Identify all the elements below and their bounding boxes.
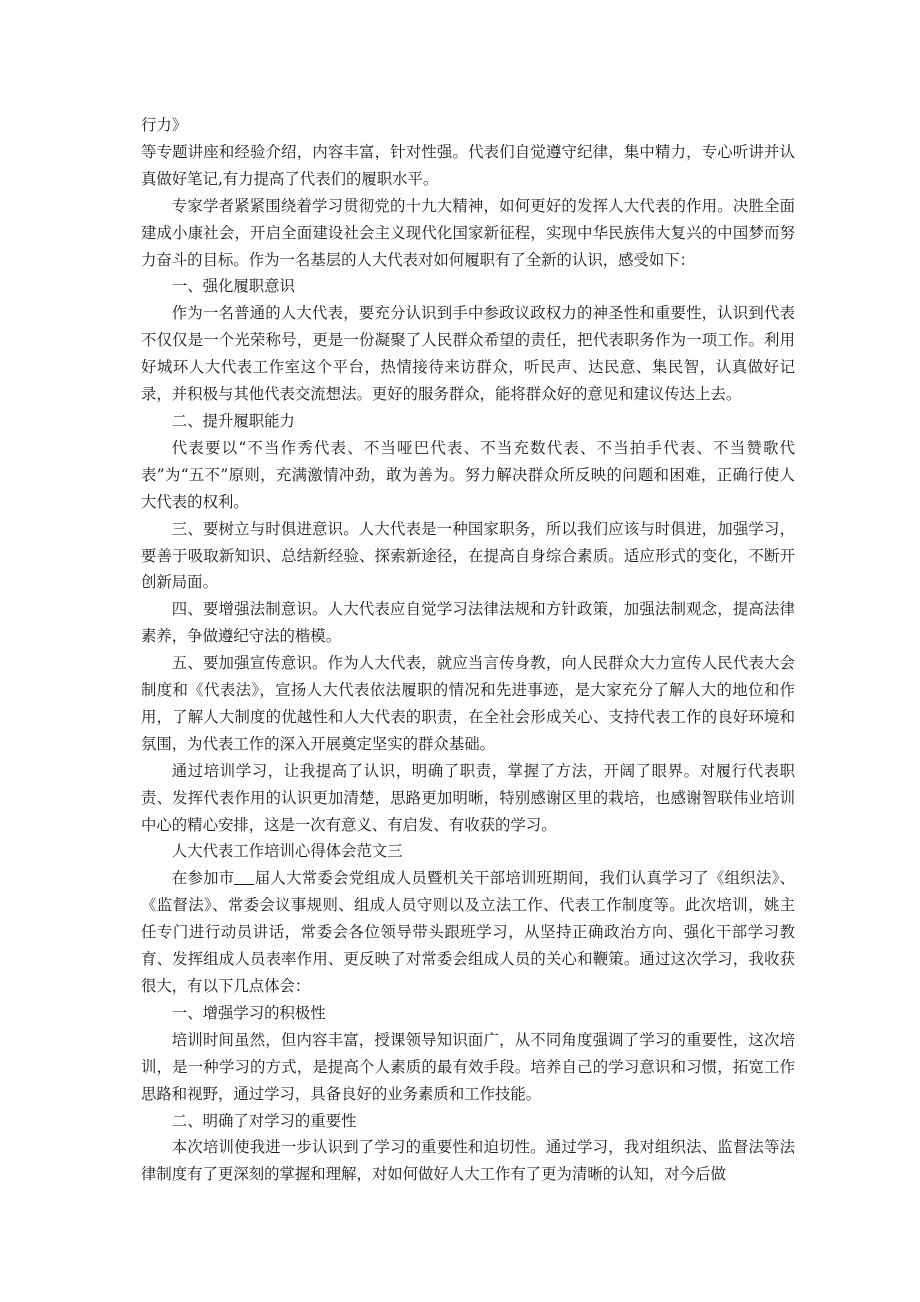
heading-improve-ability: 二、提升履职能力	[171, 411, 295, 430]
heading-importance-of-learning: 二、明确了对学习的重要性	[171, 1111, 357, 1130]
paragraph-publicity-awareness: 五、要加强宣传意识。作为人大代表，就应当言传身教，向人民群众大力宣传人民代表大会制度和《代表法》，宣扬人大代表依法履职的情况和先进事迹，是大家充分了解人大的地位和作用，了解人大制度的优越性和人大代表的职责，在全社会形成关心、支持代表工作的良好环境和氛围，为代表工作的深入开展奠定坚实的群众基础。	[141, 654, 795, 753]
document-body	[141, 112, 795, 1188]
paragraph-further-understanding: 本次培训使我进一步认识到了学习的重要性和迫切性。通过学习，我对组织法、监督法等法律制度有了更深刻的掌握和理解，对如何做好人大工作有了更为清晰的认知，对今后做	[141, 1138, 795, 1184]
paragraph-training-session-start: 在参加市	[171, 869, 235, 888]
paragraph-lecture-summary: 等专题讲座和经验介绍，内容丰富，针对性强。代表们自觉遵守纪律，集中精力，专心听讲并认真做好笔记,有力提高了代表们的履职水平。	[141, 142, 795, 188]
paragraph-training-conclusion: 通过培训学习，让我提高了认识，明确了职责，掌握了方法，开阔了眼界。对履行代表职责、发挥代表作用的认识更加清楚，思路更加明晰，特别感谢区里的栽培，也感谢智联伟业培训中心的精心安排，这是一次有意义、有启发、有收获的学习。	[141, 761, 795, 834]
section-title-sample-three: 人大代表工作培训心得体会范文三	[171, 842, 403, 861]
paragraph-legal-awareness: 四、要增强法制意识。人大代表应自觉学习法律法规和方针政策，加强法制观念，提高法律素养，争做遵纪守法的楷模。	[141, 600, 795, 646]
paragraph-training-session	[141, 865, 795, 1000]
paragraph-ordinary-representative: 作为一名普通的人大代表，要充分认识到手中参政议政权力的神圣性和重要性，认识到代表不仅仅是一个光荣称号，更是一份凝聚了人民群众希望的责任，把代表职务作为一项工作。利用好城环人大代表工作室这个平台，热情接待来访群众，听民声、达民意、集民智，认真做好记录，并积极与其他代表交流想法。更好的服务群众，能将群众好的意见和建议传达上去。	[141, 304, 795, 404]
paragraph-training-time: 培训时间虽然，但内容丰富，授课领导知识面广，从不同角度强调了学习的重要性，这次培训，是一种学习的方式，是提高个人素质的最有效手段。培养自己的学习意识和习惯，拓宽工作思路和视野，通过学习，具备良好的业务素质和工作技能。	[141, 1030, 795, 1103]
paragraph-expert-intro: 专家学者紧紧围绕着学习贯彻党的十九大精神，如何更好的发挥人大代表的作用。决胜全面建成小康社会，开启全面建设社会主义现代化国家新征程，实现中华民族伟大复兴的中国梦而努力奋斗的目标。作为一名基层的人大代表对如何履职有了全新的认识，感受如下：	[141, 196, 795, 269]
heading-strengthen-awareness: 一、强化履职意识	[171, 277, 295, 296]
paragraph-keep-pace: 三、要树立与时俱进意识。人大代表是一种国家职务，所以我们应该与时俱进，加强学习，要善于吸取新知识、总结新经验、探索新途径，在提高自身综合素质。适应形式的变化，不断开创新局面。	[141, 519, 795, 592]
paragraph-continuation-title: 行力》	[141, 116, 188, 134]
fill-in-blank	[234, 869, 254, 885]
paragraph-training-session-rest: 届人大常委会党组成人员暨机关干部培训班期间，我们认真学习了《组织法》、《监督法》、常委会议事规则、组成人员守则以及立法工作、代表工作制度等。此次培训，姚主任专门进行动员讲话，常委会各位领导带头跟班学习，从坚持正确政治方向、强化干部学习教育、发挥组成人员表率作用、更反映了对常委会组成人员的关心和鞭策。通过这次学习，我收获很大，有以下几点体会：	[141, 869, 795, 995]
paragraph-five-nots: 代表要以“不当作秀代表、不当哑巴代表、不当充数代表、不当拍手代表、不当赞歌代表”为“五不”原则，充满激情冲劲，敢为善为。努力解决群众所反映的问题和困难，正确行使人大代表的权利。	[141, 438, 795, 511]
heading-learning-enthusiasm: 一、增强学习的积极性	[171, 1003, 326, 1022]
